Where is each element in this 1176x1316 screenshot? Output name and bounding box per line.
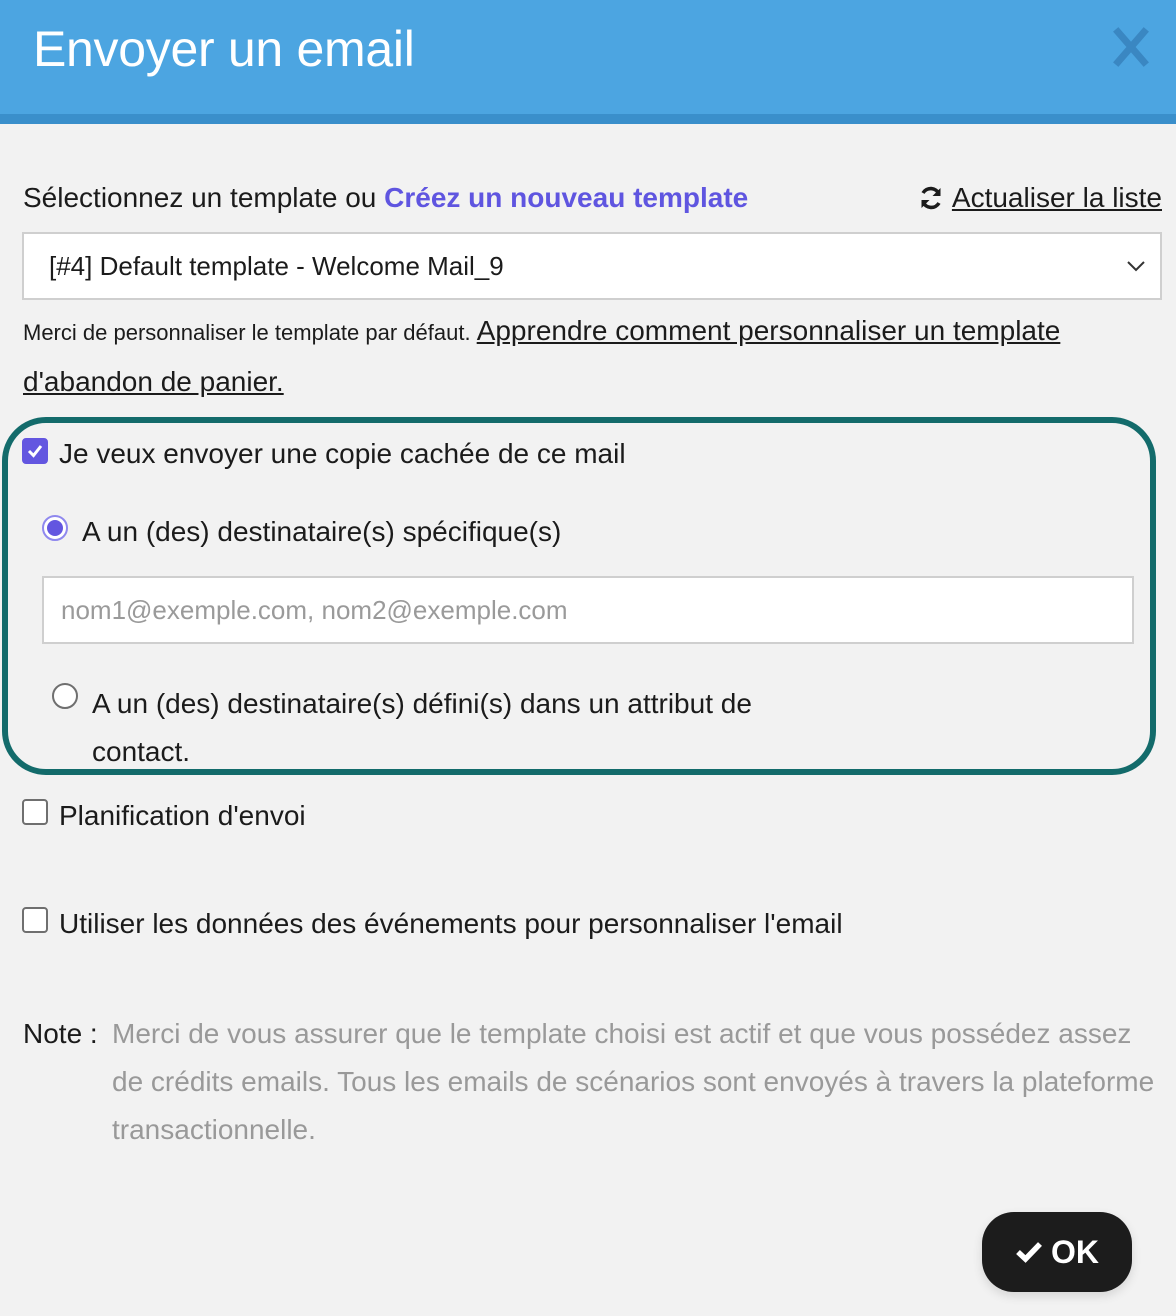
helper-text: Merci de personnaliser le template par défaut.	[23, 320, 477, 345]
check-icon	[1015, 1240, 1043, 1264]
template-select-prompt-text: Sélectionnez un template ou	[23, 182, 385, 213]
ok-button-label: OK	[1051, 1233, 1099, 1270]
schedule-checkbox-label: Planification d'envoi	[59, 800, 306, 831]
template-select-value: [#4] Default template - Welcome Mail_9	[49, 250, 504, 281]
modal-header	[0, 0, 1176, 124]
ok-button[interactable]	[982, 1212, 1132, 1292]
template-select-prompt	[23, 182, 748, 214]
template-select[interactable]	[22, 232, 1162, 300]
event-data-checkbox-label: Utiliser les données des événements pour personnaliser l'email	[59, 908, 843, 939]
schedule-checkbox[interactable]	[22, 799, 48, 825]
bcc-email-input[interactable]	[42, 576, 1134, 644]
close-button[interactable]	[1110, 24, 1152, 70]
radio-attribute-recipients[interactable]	[52, 683, 78, 709]
create-template-link[interactable]: Créez un nouveau template	[384, 182, 749, 213]
note-text: Merci de vous assurer que le template choisi est actif et que vous possédez assez de crédits emails. Tous les emails de scénarios sont envoyés à travers la plateforme transactionnelle.	[112, 1018, 1155, 1145]
learn-customize-link[interactable]: Apprendre comment personnaliser un template d'abandon de panier.	[23, 315, 1061, 397]
radio-attribute-recipients-label: A un (des) destinataire(s) défini(s) dans un attribut de contact.	[92, 688, 752, 767]
refresh-icon	[918, 185, 944, 211]
note-label: Note :	[23, 1018, 98, 1049]
template-helper-text	[23, 306, 1123, 408]
bcc-checkbox[interactable]	[22, 438, 48, 464]
note-block	[23, 1010, 1163, 1154]
radio-specific-recipients[interactable]	[42, 515, 68, 541]
bcc-checkbox-label: Je veux envoyer une copie cachée de ce mail	[59, 438, 626, 469]
close-icon	[1110, 24, 1152, 70]
refresh-list-link[interactable]	[918, 182, 1162, 214]
modal-title: Envoyer un email	[33, 21, 415, 77]
checkmark-icon	[26, 442, 44, 460]
refresh-list-label: Actualiser la liste	[951, 182, 1162, 213]
event-data-checkbox[interactable]	[22, 907, 48, 933]
chevron-down-icon	[1126, 256, 1146, 276]
radio-specific-recipients-label: A un (des) destinataire(s) spécifique(s)	[82, 516, 562, 547]
